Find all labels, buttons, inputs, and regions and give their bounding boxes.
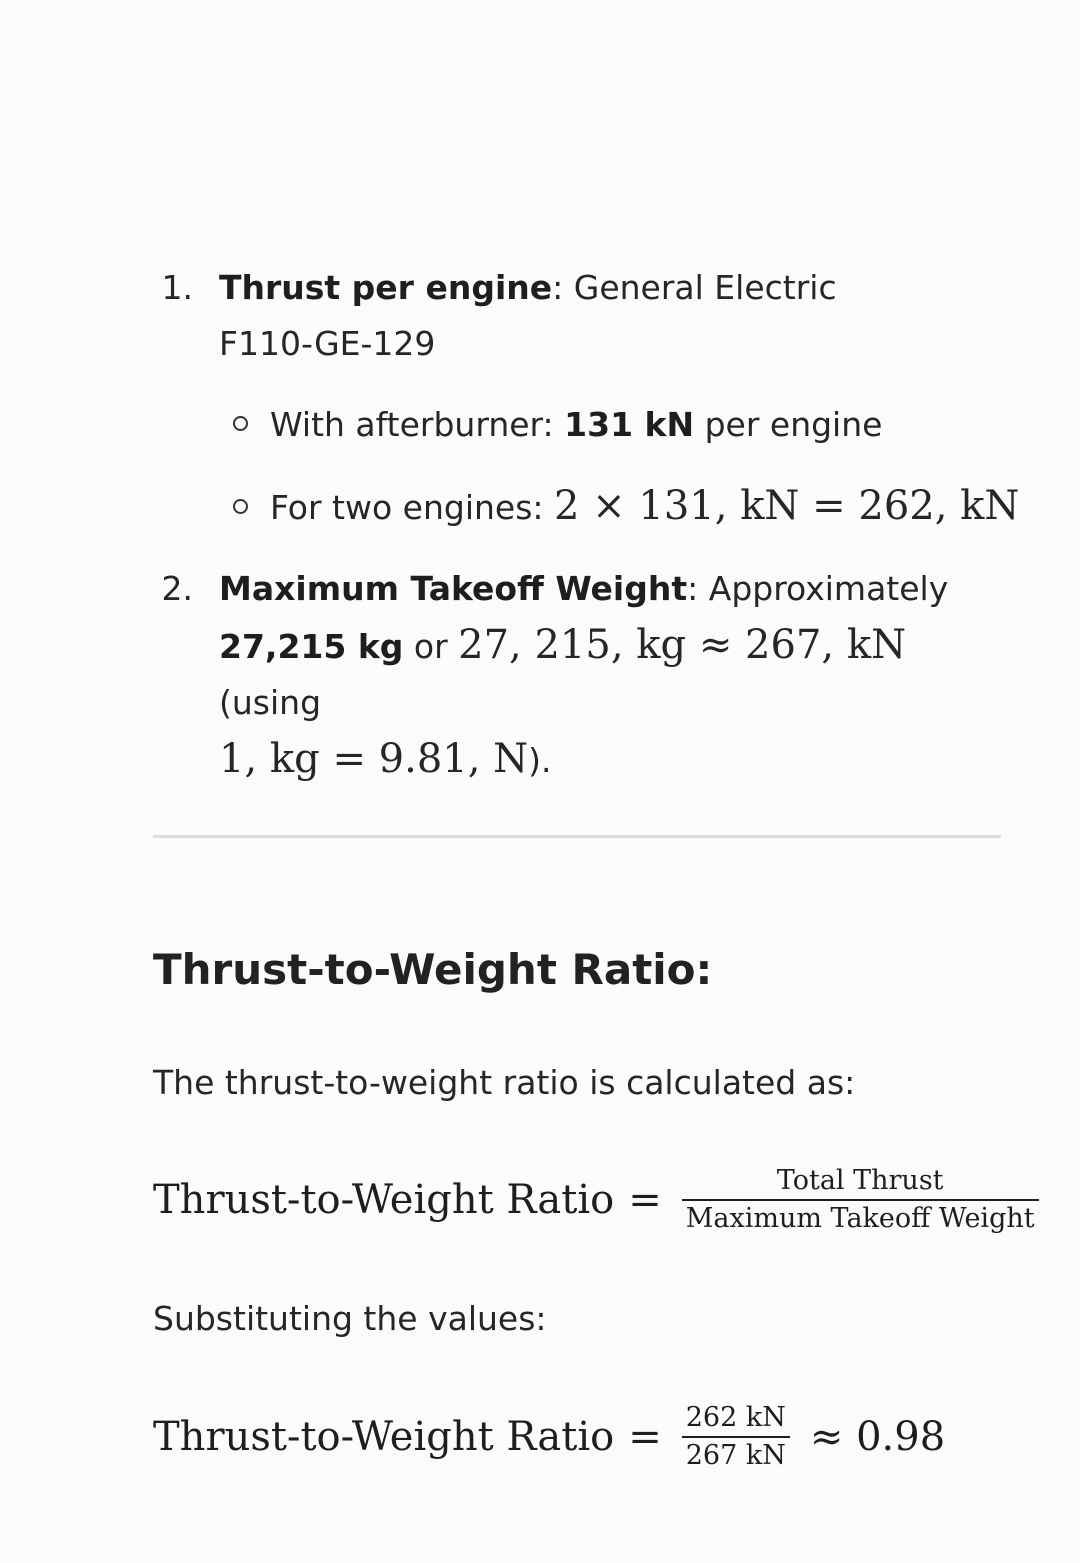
fraction-numerator: Total Thrust [776, 1165, 944, 1196]
result-lhs: Thrust-to-Weight Ratio [153, 1414, 615, 1460]
sub-item-two-engines [233, 478, 1019, 536]
list-item-text: General Electric [573, 268, 837, 307]
list-item-body [219, 260, 979, 372]
sub-item-text: For two engines: [270, 488, 555, 527]
bullet-circle-icon [233, 416, 248, 431]
sub-item-text: With afterburner: [270, 405, 565, 444]
math-weight-conversion: 27, 215, kg ≈ 267, kN [458, 622, 907, 668]
sub-item-suffix: per engine [694, 405, 883, 444]
sub-item-afterburner [233, 397, 882, 453]
section-heading: Thrust-to-Weight Ratio: [153, 945, 713, 994]
list-item-body [219, 561, 999, 789]
result-fraction [682, 1400, 790, 1474]
result-approx: ≈ 0.98 [809, 1414, 946, 1460]
horizontal-divider [153, 835, 1001, 838]
result-equation [153, 1400, 945, 1474]
label-separator: : [552, 268, 564, 307]
bullet-circle-icon [233, 499, 248, 514]
list-item-label: Thrust per engine [219, 268, 553, 307]
list-item-end: ). [528, 741, 552, 780]
label-separator: : [687, 569, 699, 608]
fraction-denominator: Maximum Takeoff Weight [685, 1203, 1035, 1234]
math-two-engines: 2 × 131, kN = 262, kN [554, 483, 1020, 529]
formula-fraction [682, 1163, 1039, 1237]
formula-equation [153, 1163, 1039, 1237]
fraction-numerator: 262 kN [685, 1402, 786, 1433]
equals-sign: = [628, 1414, 662, 1460]
list-item-or: or [403, 627, 459, 666]
list-item-bold: 27,215 kg [219, 627, 404, 666]
list-number: 2. [161, 569, 193, 608]
intro-paragraph: The thrust-to-weight ratio is calculated as: [153, 1063, 856, 1102]
list-item-text-2: F110-GE-129 [219, 324, 436, 363]
list-item-text: Approximately [708, 569, 949, 608]
sub-item-bold: 131 kN [564, 405, 695, 444]
list-item-using: (using [219, 683, 322, 722]
list-number: 1. [161, 268, 193, 307]
math-kg-to-n: 1, kg = 9.81, N [219, 736, 529, 782]
fraction-denominator: 267 kN [685, 1440, 786, 1471]
substitute-paragraph: Substituting the values: [153, 1299, 547, 1338]
list-item-label: Maximum Takeoff Weight [219, 569, 688, 608]
equals-sign: = [628, 1177, 662, 1223]
formula-lhs: Thrust-to-Weight Ratio [153, 1177, 615, 1223]
